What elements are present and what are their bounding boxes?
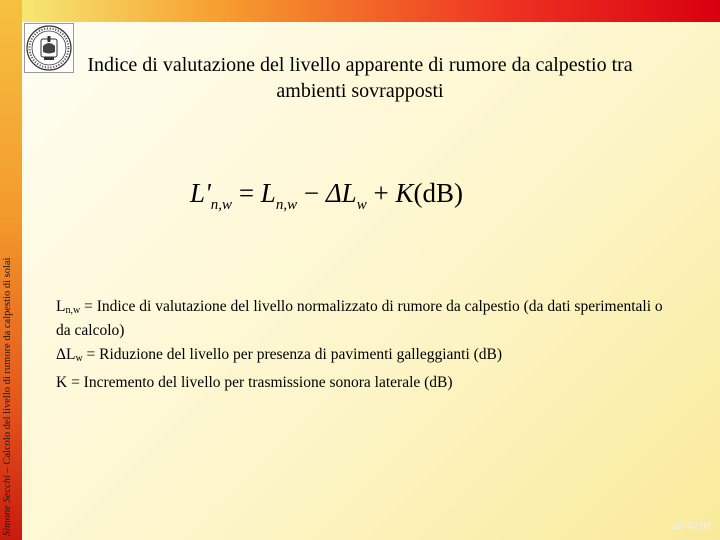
- formula-term2: ΔL: [325, 178, 357, 208]
- formula-plus: +: [373, 178, 389, 208]
- timestamp: 10:40:03: [672, 521, 711, 532]
- side-caption-separator: –: [2, 464, 13, 476]
- formula-term3: K: [395, 178, 414, 208]
- formula-equals: =: [238, 178, 255, 208]
- formula: [190, 178, 550, 224]
- side-caption-author: Simone Secchi: [2, 475, 13, 536]
- def2-symbol: ΔL: [56, 346, 76, 363]
- def3-text: K = Incremento del livello per trasmissione sonora laterale (dB): [56, 374, 453, 391]
- formula-unit: (dB): [413, 178, 463, 208]
- def1-symbol: L: [56, 298, 66, 315]
- def2-sub: w: [75, 353, 83, 364]
- formula-term1-sub: n,w: [275, 197, 298, 213]
- slide-title: Indice di valutazione del livello apparente di rumore da calpestio tra ambienti sovrapposti: [87, 54, 633, 102]
- def1-sub: n,w: [65, 305, 81, 316]
- formula-term2-sub: w: [356, 197, 367, 213]
- side-caption-topic: Calcolo del livello di rumore da calpestio di solai: [2, 257, 13, 465]
- side-caption: [2, 16, 13, 536]
- formula-lhs: L': [190, 178, 211, 208]
- definitions: [56, 297, 676, 397]
- university-seal-icon: [24, 23, 74, 73]
- def2-text: = Riduzione del livello per presenza di pavimenti galleggianti (dB): [82, 346, 503, 363]
- definition-item: [56, 297, 676, 341]
- formula-minus: −: [303, 178, 320, 208]
- definition-item: [56, 373, 676, 393]
- top-accent-bar: [0, 0, 720, 22]
- definition-item: [56, 345, 676, 369]
- def1-text: = Indice di valutazione del livello normalizzato di rumore da calpestio (da dati sperimentali o da calcolo): [56, 298, 663, 339]
- formula-lhs-sub: n,w: [210, 197, 233, 213]
- formula-term1: L: [260, 178, 276, 208]
